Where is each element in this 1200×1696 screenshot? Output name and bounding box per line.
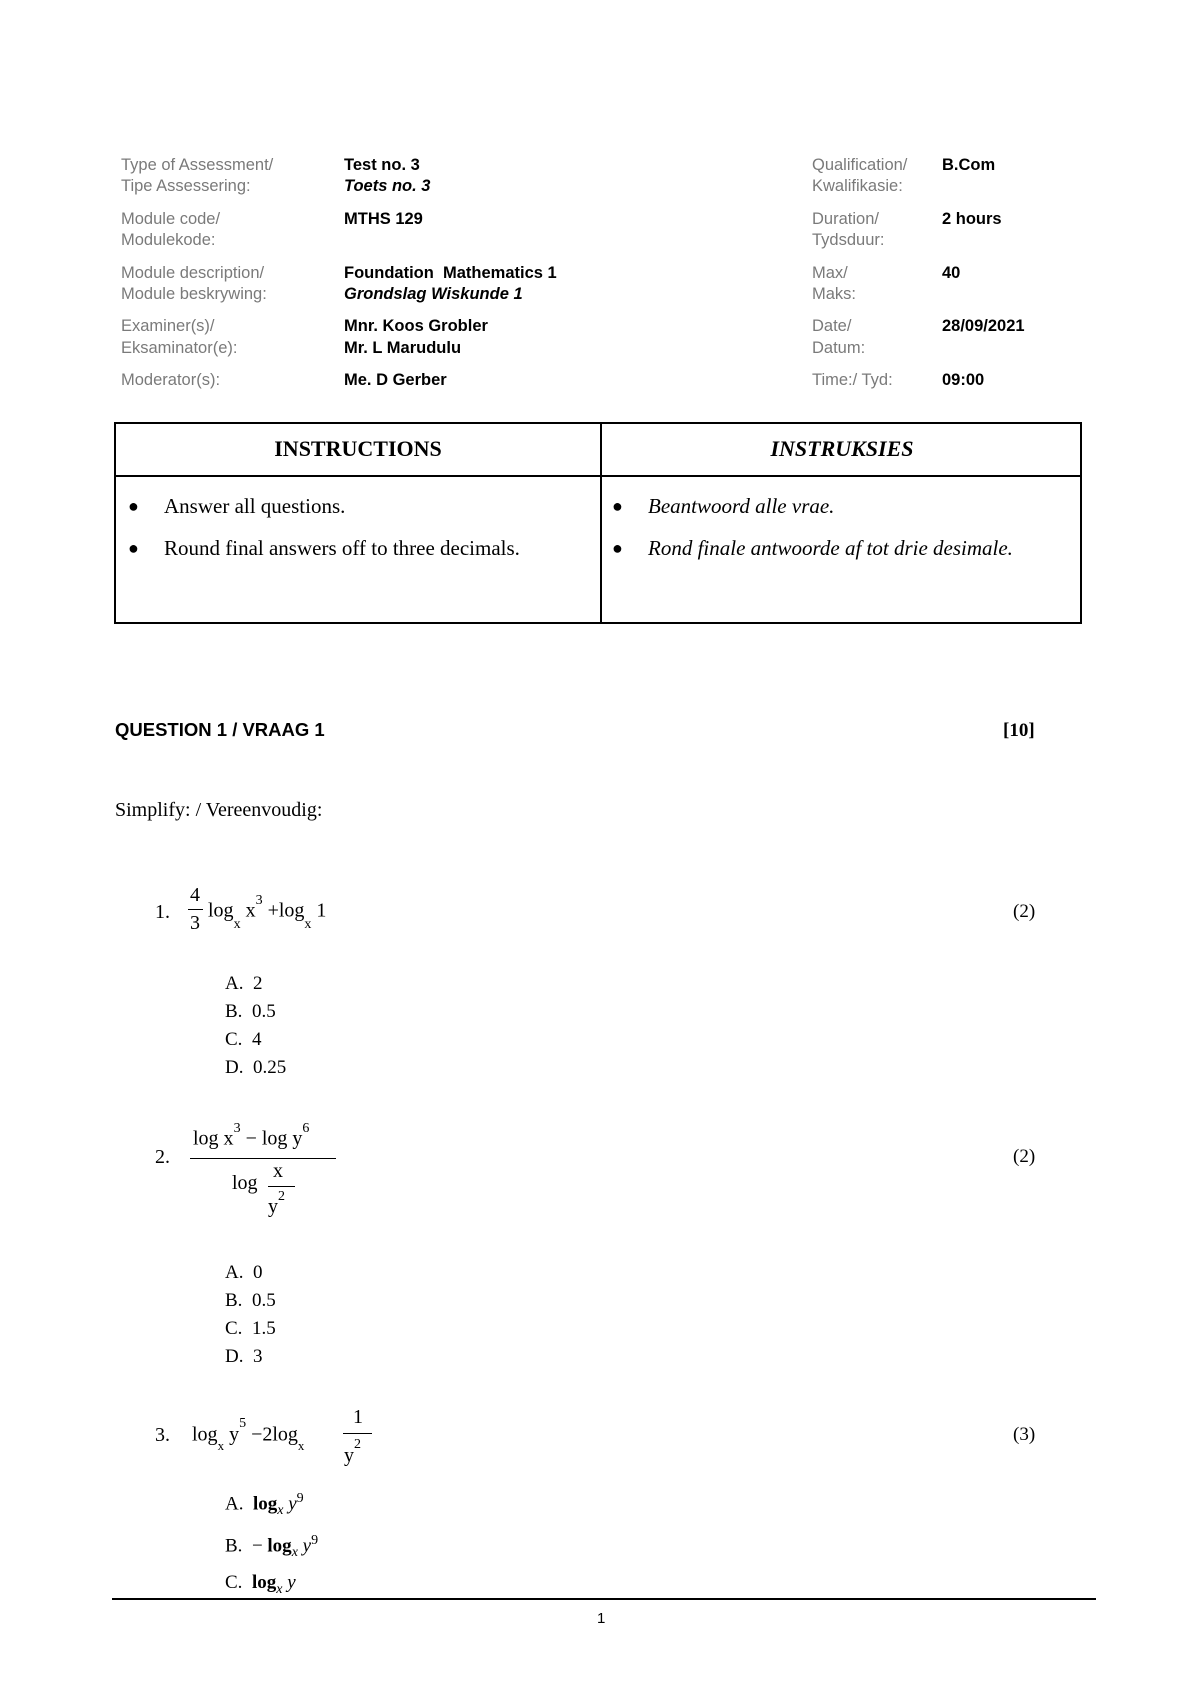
assessment-label-af: Tipe Assessering: xyxy=(121,177,251,195)
bullet-icon: ● xyxy=(612,496,623,516)
page-number: 1 xyxy=(597,1610,606,1627)
option-letter: A. xyxy=(225,973,244,994)
item-3-options xyxy=(225,1484,318,1605)
option-row xyxy=(225,1315,276,1343)
question-title: QUESTION 1 / VRAAG 1 xyxy=(115,719,325,740)
option-text: 2 xyxy=(252,973,263,994)
examiner-value-1: Mnr. Koos Grobler xyxy=(344,317,488,335)
instructions-table xyxy=(114,422,1082,624)
option-letter: D. xyxy=(225,1057,244,1078)
date-value: 28/09/2021 xyxy=(942,317,1025,335)
qualification-label-af: Kwalifikasie: xyxy=(812,177,903,195)
instruction-item-af-2: Rond finale antwoorde af tot drie desimale. xyxy=(648,536,1013,560)
examiner-value-2: Mr. L Marudulu xyxy=(344,339,462,357)
option-text: 0.5 xyxy=(251,1290,276,1311)
instruction-item-en-2: Round final answers off to three decimals. xyxy=(164,536,520,560)
time-label: Time:/ Tyd: xyxy=(812,371,893,389)
examiner-label-af: Eksaminator(e): xyxy=(121,339,238,357)
item-marks-3: (3) xyxy=(1013,1424,1036,1445)
date-label-en: Date/ xyxy=(812,317,852,335)
examiner-label-en: Examiner(s)/ xyxy=(121,317,215,335)
instructions-heading-af: INSTRUKSIES xyxy=(770,436,914,461)
option-row xyxy=(225,1054,286,1082)
option-letter: C. xyxy=(225,1029,243,1050)
item-marks-2: (2) xyxy=(1013,1146,1036,1167)
max-label-af: Maks: xyxy=(812,285,857,303)
option-row xyxy=(225,1287,276,1315)
option-text: 0.5 xyxy=(251,1001,276,1022)
bullet-icon: ● xyxy=(128,538,139,558)
item-number-3: 3. xyxy=(155,1424,170,1446)
option-row: B. − $\log_x y^9$ xyxy=(225,1533,319,1561)
item-marks-1: (2) xyxy=(1013,901,1036,922)
option-text: 4 xyxy=(251,1029,262,1050)
module-desc-value-af: Grondslag Wiskunde 1 xyxy=(344,285,523,303)
table-divider-horizontal xyxy=(116,475,1080,477)
module-code-value: MTHS 129 xyxy=(344,210,423,228)
duration-value: 2 hours xyxy=(942,210,1002,228)
option-row xyxy=(225,1343,276,1371)
moderator-value: Me. D Gerber xyxy=(344,371,447,389)
instructions-heading-en: INSTRUCTIONS xyxy=(274,436,442,461)
qualification-value: B.Com xyxy=(942,156,996,174)
duration-label-af: Tydsduur: xyxy=(812,231,885,249)
option-letter: A. xyxy=(225,1493,244,1515)
module-desc-label-af: Module beskrywing: xyxy=(121,285,267,303)
question-prompt: Simplify: / Vereenvoudig: xyxy=(115,799,323,821)
option-letter: B. xyxy=(225,1290,243,1311)
moderator-label: Moderator(s): xyxy=(121,371,221,389)
time-value: 09:00 xyxy=(942,371,985,389)
module-desc-value-en: Foundation Mathematics 1 xyxy=(344,264,557,282)
option-letter: D. xyxy=(225,1346,244,1367)
bullet-icon: ● xyxy=(128,496,139,516)
option-letter: C. xyxy=(225,1318,243,1339)
module-desc-label-en: Module description/ xyxy=(121,264,265,282)
bullet-icon: ● xyxy=(612,538,623,558)
option-text: 0 xyxy=(252,1262,263,1283)
option-row xyxy=(225,998,286,1026)
option-row: A. $\log_x y^9$ xyxy=(225,1491,304,1519)
item-number-1: 1. xyxy=(155,901,170,923)
max-value: 40 xyxy=(942,264,961,282)
item-2-options xyxy=(225,1259,276,1371)
instruction-item-af-1: Beantwoord alle vrae. xyxy=(648,494,835,518)
instruction-item-en-1: Answer all questions. xyxy=(164,494,346,518)
option-row xyxy=(225,1026,286,1054)
option-letter: A. xyxy=(225,1262,244,1283)
option-letter: B. xyxy=(225,1001,243,1022)
assessment-label-en: Type of Assessment/ xyxy=(121,156,274,174)
qualification-label-en: Qualification/ xyxy=(812,156,908,174)
option-text: 3 xyxy=(252,1346,263,1367)
option-row: C. $\log_x y$ xyxy=(225,1572,296,1598)
option-letter: B. xyxy=(225,1535,243,1557)
footer-rule xyxy=(112,1598,1096,1600)
assessment-value-af: Toets no. 3 xyxy=(344,177,431,195)
option-row xyxy=(225,1259,276,1287)
option-letter: C. xyxy=(225,1572,243,1594)
option-row xyxy=(225,970,286,998)
duration-label-en: Duration/ xyxy=(812,210,879,228)
option-text: 0.25 xyxy=(252,1057,287,1078)
module-code-label-af: Modulekode: xyxy=(121,231,216,249)
max-label-en: Max/ xyxy=(812,264,848,282)
assessment-value-en: Test no. 3 xyxy=(344,156,420,174)
date-label-af: Datum: xyxy=(812,339,866,357)
item-1-options xyxy=(225,970,286,1082)
module-code-label-en: Module code/ xyxy=(121,210,221,228)
item-number-2: 2. xyxy=(155,1146,170,1168)
option-text: 1.5 xyxy=(251,1318,276,1339)
question-total-marks: [10] xyxy=(1003,720,1035,741)
